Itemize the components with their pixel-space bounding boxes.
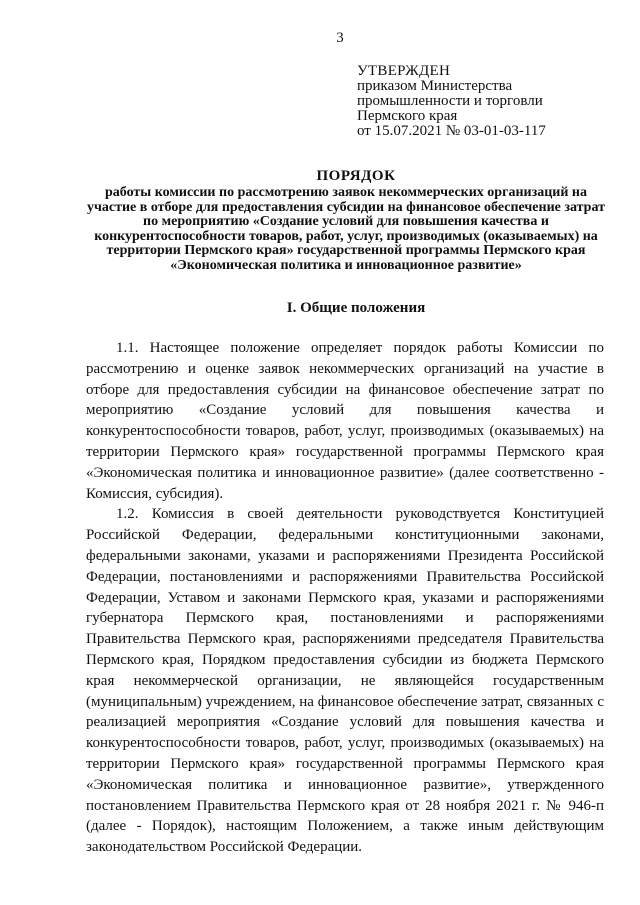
approval-line: приказом Министерства (357, 78, 513, 94)
approval-block (357, 64, 627, 139)
page-number: 3 (336, 30, 344, 46)
paragraph: 1.1. Настоящее положение определяет порядок работы Комиссии по рассмотрению и оценке заявок некоммерческих организаций на участие в отборе для предоставления субсидии на финансовое обеспечение затрат по мероприятию «Создание условий для повышения качества и конкурентоспособности товаров, работ, услуг, производимых (оказываемых) на территории Пермского края» государственной программы Пермского края «Экономическая политика и инновационное развитие» (далее соответственно - Комиссия, субсидия). (86, 340, 604, 502)
document-subtitle: работы комиссии по рассмотрению заявок некоммерческих организаций на участие в отборе для предоставления субсидии на финансовое обеспечение затрат по мероприятию «Создание условий для повышения качества и конкурентоспособности товаров, работ, услуг, производимых (оказываемых) на территории Пермского края» государственной программы Пермского края «Экономическая политика и инновационное развитие» (87, 185, 605, 273)
approval-line: Пермского края (357, 108, 458, 124)
approval-line: промышленности и торговли (357, 93, 543, 109)
section-title: I. Общие положения (286, 300, 426, 316)
document-title: ПОРЯДОК (316, 168, 396, 184)
approval-title: УТВЕРЖДЕН (357, 63, 451, 79)
approval-line: от 15.07.2021 № 03-01-03-117 (357, 123, 546, 139)
paragraph: 1.2. Комиссия в своей деятельности руководствуется Конституцией Российской Федерации, федеральными конституционными законами, федеральными законами, указами и распоряжениями Президента Российской Федерации, постановлениями и распоряжениями Правительства Российской Федерации, Уставом и законами Пермского края, указами и распоряжениями губернатора Пермского края, постановлениями и распоряжениями Правительства Пермского края, распоряжениями председателя Правительства Пермского края, Порядком предоставления субсидии из бюджета Пермского края некоммерческой организации, не являющейся государственным (муниципальным) учреждением, на финансовое обеспечение затрат, связанных с реализацией мероприятия «Создание условий для повышения качества и конкурентоспособности товаров, работ, услуг, производимых (оказываемых) на территории Пермского края» государственной программы Пермского края «Экономическая политика и инновационное развитие», утвержденного постановлением Правительства Пермского края от 28 ноября 2021 г. № 946-п (далее - Порядок), настоящим Положением, а также иным действующим законодательством Российской Федерации. (86, 506, 604, 856)
body-text (86, 338, 604, 858)
